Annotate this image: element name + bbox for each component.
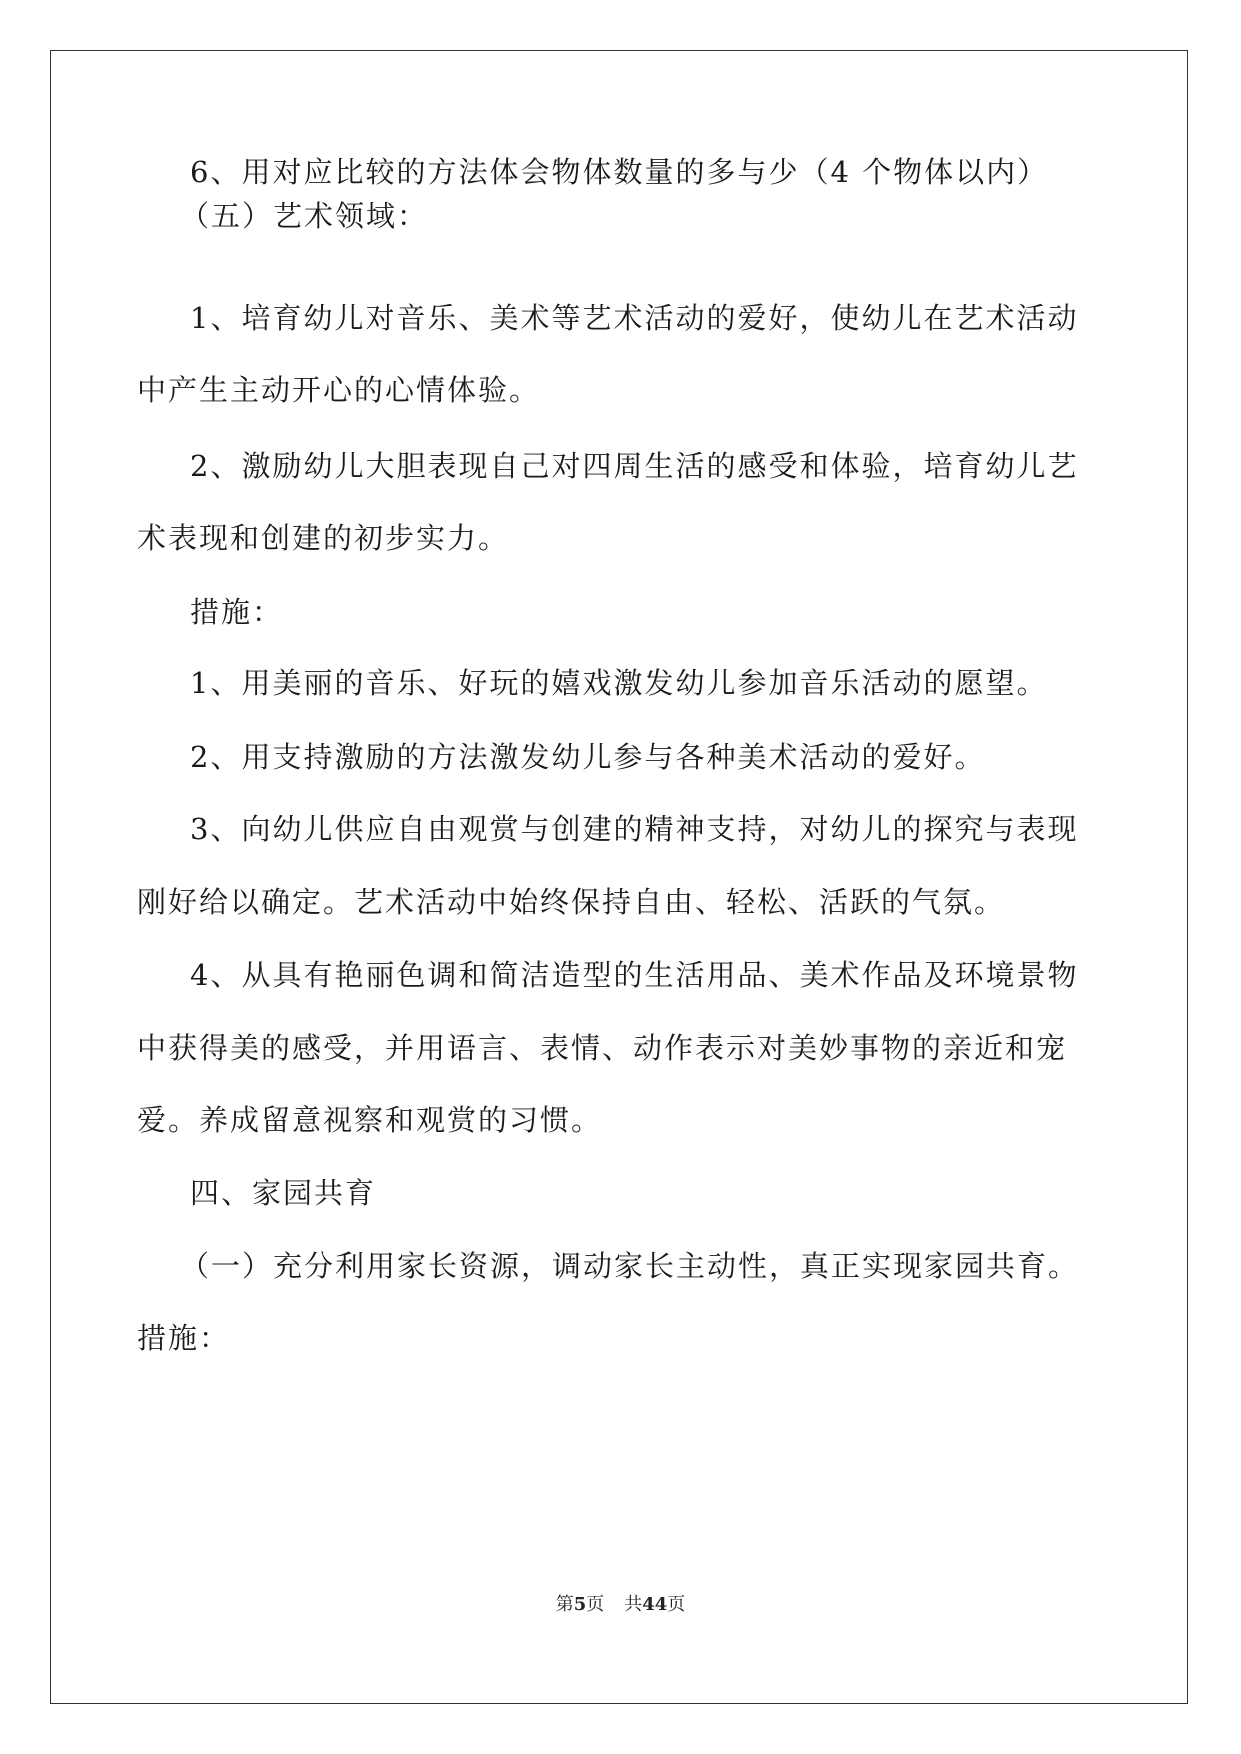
paragraph-line: （一）充分利用家长资源，调动家长主动性，真正实现家园共育。: [180, 1249, 1080, 1283]
paragraph-line: 术表现和创建的初步实力。: [137, 521, 510, 555]
footer-page-current: 5: [573, 1594, 587, 1615]
paragraph-line: 2、用支持激励的方法激发幼儿参与各种美术活动的爱好。: [190, 740, 986, 774]
paragraph-line: 1、用美丽的音乐、好玩的嬉戏激发幼儿参加音乐活动的愿望。: [190, 666, 1048, 700]
section-heading-home-school: 四、家园共育: [190, 1176, 377, 1210]
paragraph-line: 1、培育幼儿对音乐、美术等艺术活动的爱好，使幼儿在艺术活动: [190, 301, 1079, 335]
paragraph-line: 刚好给以确定。艺术活动中始终保持自由、轻松、活跃的气氛。: [137, 885, 1006, 919]
paragraph-line: 2、激励幼儿大胆表现自己对四周生活的感受和体验，培育幼儿艺: [190, 449, 1079, 483]
paragraph-line: 中产生主动开心的心情体验。: [137, 373, 541, 407]
footer-total-unit: 页: [667, 1594, 686, 1615]
footer-page-unit: 页: [586, 1594, 605, 1615]
footer-page-prefix: 第: [555, 1594, 574, 1615]
paragraph-line: 4、从具有艳丽色调和简洁造型的生活用品、美术作品及环境景物: [190, 958, 1079, 992]
measures-heading: 措施：: [190, 595, 284, 629]
page-footer: [0, 1593, 1241, 1617]
section-heading-arts: （五）艺术领域：: [180, 199, 429, 233]
paragraph-line: 爱。养成留意视察和观赏的习惯。: [137, 1103, 603, 1137]
measures-heading: 措施：: [137, 1321, 231, 1355]
paragraph-line: 6、用对应比较的方法体会物体数量的多与少（4 个物体以内）: [190, 155, 1049, 189]
paragraph-line: 3、向幼儿供应自由观赏与创建的精神支持，对幼儿的探究与表现: [190, 812, 1079, 846]
footer-page-total: 44: [642, 1594, 668, 1615]
paragraph-line: 中获得美的感受，并用语言、表情、动作表示对美妙事物的亲近和宠: [137, 1031, 1068, 1065]
footer-total-prefix: 共: [624, 1594, 643, 1615]
